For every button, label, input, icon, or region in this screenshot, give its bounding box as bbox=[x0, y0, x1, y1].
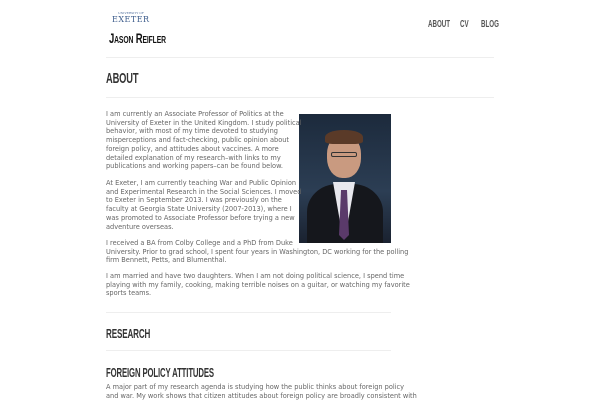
research-heading: RESEARCH bbox=[106, 326, 151, 341]
text-line: University. Prior to grad school, I spent four years in Washington, DC working for the polling bbox=[106, 247, 409, 256]
text-line: was promoted to Associate Professor before trying a new bbox=[106, 213, 295, 222]
text-line: I am married and have two daughters. When I am not doing political science, I spend time bbox=[106, 272, 405, 280]
text-line: sports teams. bbox=[106, 289, 152, 298]
logo-name: EXETER bbox=[112, 15, 150, 24]
about-paragraph bbox=[106, 272, 410, 298]
nav-about[interactable]: ABOUT bbox=[428, 19, 451, 30]
nav-cv[interactable]: CV bbox=[460, 19, 469, 30]
text-line: and Experimental Research in the Social Sciences. I moved bbox=[106, 187, 302, 196]
text-line: At Exeter, I am currently teaching War and Public Opinion bbox=[106, 179, 297, 187]
text-line: misperceptions and fact-checking, public opinion about bbox=[106, 136, 290, 145]
text-line: I received a BA from Colby College and a PhD from Duke bbox=[106, 239, 293, 247]
text-line: to Exeter in September 2013. I was previously on the bbox=[106, 196, 282, 205]
divider bbox=[106, 312, 391, 313]
divider bbox=[106, 97, 494, 98]
text-line: playing with my family, cooking, making terrible noises on a guitar, or watching my favorite bbox=[106, 280, 410, 289]
text-line: A major part of my research agenda is studying how the public thinks about foreign policy bbox=[106, 383, 405, 391]
logo-small-text: UNIVERSITY OF bbox=[118, 11, 144, 15]
university-logo[interactable] bbox=[112, 11, 162, 24]
profile-photo bbox=[299, 114, 391, 243]
about-paragraph bbox=[106, 239, 408, 265]
foreign-policy-heading: FOREIGN POLICY ATTITUDES bbox=[106, 366, 214, 380]
site-title[interactable]: Jason Reifler bbox=[109, 30, 166, 46]
text-line: and war. My work shows that citizen attitudes about foreign policy are broadly consistent with bbox=[106, 391, 417, 400]
nav-blog[interactable]: BLOG bbox=[481, 19, 499, 30]
text-line: faculty at Georgia State University (2007-2013), where I bbox=[106, 205, 292, 214]
text-line: detailed explanation of my research–with links to my bbox=[106, 153, 281, 162]
about-paragraph bbox=[106, 110, 302, 171]
about-paragraph bbox=[106, 179, 301, 231]
page-title: ABOUT bbox=[106, 70, 139, 87]
text-line: adventure overseas. bbox=[106, 222, 174, 231]
text-line: foreign policy, and attitudes about vaccines. A more bbox=[106, 144, 279, 153]
text-line: University of Exeter in the United Kingdom. I study political bbox=[106, 118, 302, 127]
research-paragraph bbox=[106, 383, 417, 400]
divider bbox=[106, 57, 494, 58]
text-line: behavior, with most of my time devoted to studying bbox=[106, 127, 278, 136]
text-line: firm Bennett, Petts, and Blumenthal. bbox=[106, 256, 227, 265]
text-line: publications and working papers–can be found below. bbox=[106, 162, 283, 171]
text-line: I am currently an Associate Professor of Politics at the bbox=[106, 110, 284, 118]
divider bbox=[106, 350, 391, 351]
